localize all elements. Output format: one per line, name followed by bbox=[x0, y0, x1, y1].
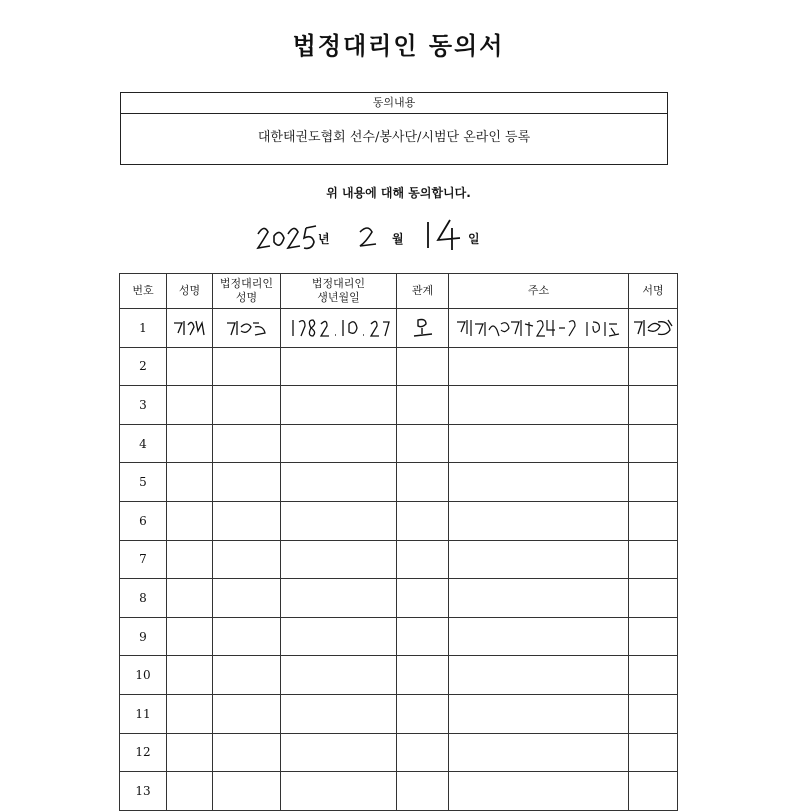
row-name bbox=[167, 309, 213, 348]
row-cell bbox=[449, 579, 629, 618]
row-cell bbox=[449, 772, 629, 811]
row-cell bbox=[281, 579, 397, 618]
row-cell bbox=[629, 733, 678, 772]
row-cell bbox=[449, 733, 629, 772]
row-cell bbox=[629, 540, 678, 579]
row-cell bbox=[213, 501, 281, 540]
row-cell bbox=[213, 424, 281, 463]
row-relation bbox=[397, 309, 449, 348]
row-cell bbox=[449, 540, 629, 579]
row-cell bbox=[397, 656, 449, 695]
handwritten-guardian-birth bbox=[287, 316, 391, 340]
row-cell bbox=[281, 656, 397, 695]
row-cell bbox=[281, 617, 397, 656]
header-signature: 서명 bbox=[629, 274, 678, 309]
day-label: 일 bbox=[468, 232, 480, 246]
row-number: 9 bbox=[120, 617, 167, 656]
row-cell bbox=[449, 501, 629, 540]
row-number: 3 bbox=[120, 386, 167, 425]
document-title: 법정대리인 동의서 bbox=[292, 32, 505, 60]
header-relation: 관계 bbox=[397, 274, 449, 309]
row-number: 12 bbox=[120, 733, 167, 772]
handwritten-relation bbox=[412, 316, 434, 340]
row-cell bbox=[397, 579, 449, 618]
row-cell bbox=[167, 656, 213, 695]
row-cell bbox=[397, 694, 449, 733]
row-cell bbox=[281, 501, 397, 540]
row-cell bbox=[397, 540, 449, 579]
date-line bbox=[240, 210, 560, 260]
table-header-row bbox=[120, 274, 678, 309]
row-cell bbox=[629, 694, 678, 733]
table-row bbox=[120, 694, 678, 733]
row-cell bbox=[629, 579, 678, 618]
year-label: 년 bbox=[318, 232, 330, 246]
header-guardian-name-line1: 법정대리인 bbox=[219, 277, 274, 290]
handwritten-month bbox=[356, 222, 382, 252]
row-cell bbox=[629, 424, 678, 463]
row-cell bbox=[281, 386, 397, 425]
row-cell bbox=[167, 540, 213, 579]
row-cell bbox=[213, 463, 281, 502]
header-address: 주소 bbox=[449, 274, 629, 309]
row-cell bbox=[629, 501, 678, 540]
table-row bbox=[120, 617, 678, 656]
row-cell bbox=[397, 617, 449, 656]
table-row bbox=[120, 386, 678, 425]
row-cell bbox=[397, 772, 449, 811]
consent-box bbox=[120, 92, 668, 165]
row-cell bbox=[397, 501, 449, 540]
table-row bbox=[120, 579, 678, 618]
row-cell bbox=[213, 386, 281, 425]
row-cell bbox=[167, 463, 213, 502]
row-cell bbox=[213, 656, 281, 695]
row-cell bbox=[213, 733, 281, 772]
row-cell bbox=[449, 424, 629, 463]
handwritten-day bbox=[420, 214, 466, 254]
header-guardian-name bbox=[213, 274, 281, 309]
row-number: 2 bbox=[120, 347, 167, 386]
row-cell bbox=[281, 424, 397, 463]
table-row bbox=[120, 772, 678, 811]
row-cell bbox=[213, 347, 281, 386]
header-guardian-birth-line2: 생년월일 bbox=[317, 291, 360, 304]
header-no: 번호 bbox=[120, 274, 167, 309]
handwritten-name bbox=[172, 317, 208, 339]
row-cell bbox=[449, 463, 629, 502]
row-cell bbox=[281, 772, 397, 811]
row-cell bbox=[629, 347, 678, 386]
row-cell bbox=[167, 772, 213, 811]
row-cell bbox=[629, 386, 678, 425]
row-cell bbox=[397, 386, 449, 425]
row-address bbox=[449, 309, 629, 348]
row-number: 5 bbox=[120, 463, 167, 502]
table-row bbox=[120, 501, 678, 540]
row-cell bbox=[629, 463, 678, 502]
row-cell bbox=[213, 772, 281, 811]
row-cell bbox=[281, 540, 397, 579]
row-cell bbox=[629, 617, 678, 656]
row-guardian-birth bbox=[281, 309, 397, 348]
row-guardian-name bbox=[213, 309, 281, 348]
row-number: 13 bbox=[120, 772, 167, 811]
row-cell bbox=[281, 463, 397, 502]
row-cell bbox=[167, 386, 213, 425]
header-guardian-birth bbox=[281, 274, 397, 309]
handwritten-year bbox=[254, 218, 324, 258]
row-cell bbox=[213, 540, 281, 579]
row-cell bbox=[629, 772, 678, 811]
row-cell bbox=[213, 694, 281, 733]
header-guardian-birth-line1: 법정대리인 bbox=[311, 277, 366, 290]
table-row bbox=[120, 656, 678, 695]
row-cell bbox=[167, 694, 213, 733]
row-number: 1 bbox=[120, 309, 167, 348]
table-row bbox=[120, 309, 678, 348]
row-cell bbox=[167, 617, 213, 656]
row-cell bbox=[449, 694, 629, 733]
row-cell bbox=[449, 656, 629, 695]
row-signature bbox=[629, 309, 678, 348]
handwritten-address bbox=[453, 316, 625, 340]
row-number: 6 bbox=[120, 501, 167, 540]
header-name: 성명 bbox=[167, 274, 213, 309]
row-cell bbox=[213, 617, 281, 656]
row-cell bbox=[167, 579, 213, 618]
row-cell bbox=[449, 617, 629, 656]
row-cell bbox=[281, 733, 397, 772]
agreement-text: 위 내용에 대해 동의합니다. bbox=[326, 186, 471, 200]
row-cell bbox=[167, 733, 213, 772]
table-row bbox=[120, 733, 678, 772]
consent-box-header: 동의내용 bbox=[121, 93, 667, 114]
row-cell bbox=[629, 656, 678, 695]
row-cell bbox=[449, 347, 629, 386]
row-number: 11 bbox=[120, 694, 167, 733]
consent-box-content: 대한태권도협회 선수/봉사단/시범단 온라인 등록 bbox=[257, 130, 531, 145]
row-number: 4 bbox=[120, 424, 167, 463]
table-row bbox=[120, 424, 678, 463]
row-cell bbox=[397, 733, 449, 772]
row-cell bbox=[281, 694, 397, 733]
row-cell bbox=[167, 424, 213, 463]
row-cell bbox=[281, 347, 397, 386]
month-label: 월 bbox=[392, 232, 404, 246]
guardian-table bbox=[119, 273, 678, 811]
table-row bbox=[120, 347, 678, 386]
handwritten-signature bbox=[632, 316, 674, 340]
row-cell bbox=[397, 424, 449, 463]
table-row bbox=[120, 540, 678, 579]
table-row bbox=[120, 463, 678, 502]
row-number: 10 bbox=[120, 656, 167, 695]
row-cell bbox=[167, 501, 213, 540]
handwritten-guardian-name bbox=[225, 317, 269, 339]
row-cell bbox=[397, 463, 449, 502]
row-cell bbox=[213, 579, 281, 618]
header-guardian-name-line2: 성명 bbox=[235, 291, 258, 304]
row-cell bbox=[167, 347, 213, 386]
row-number: 7 bbox=[120, 540, 167, 579]
row-number: 8 bbox=[120, 579, 167, 618]
row-cell bbox=[397, 347, 449, 386]
row-cell bbox=[449, 386, 629, 425]
